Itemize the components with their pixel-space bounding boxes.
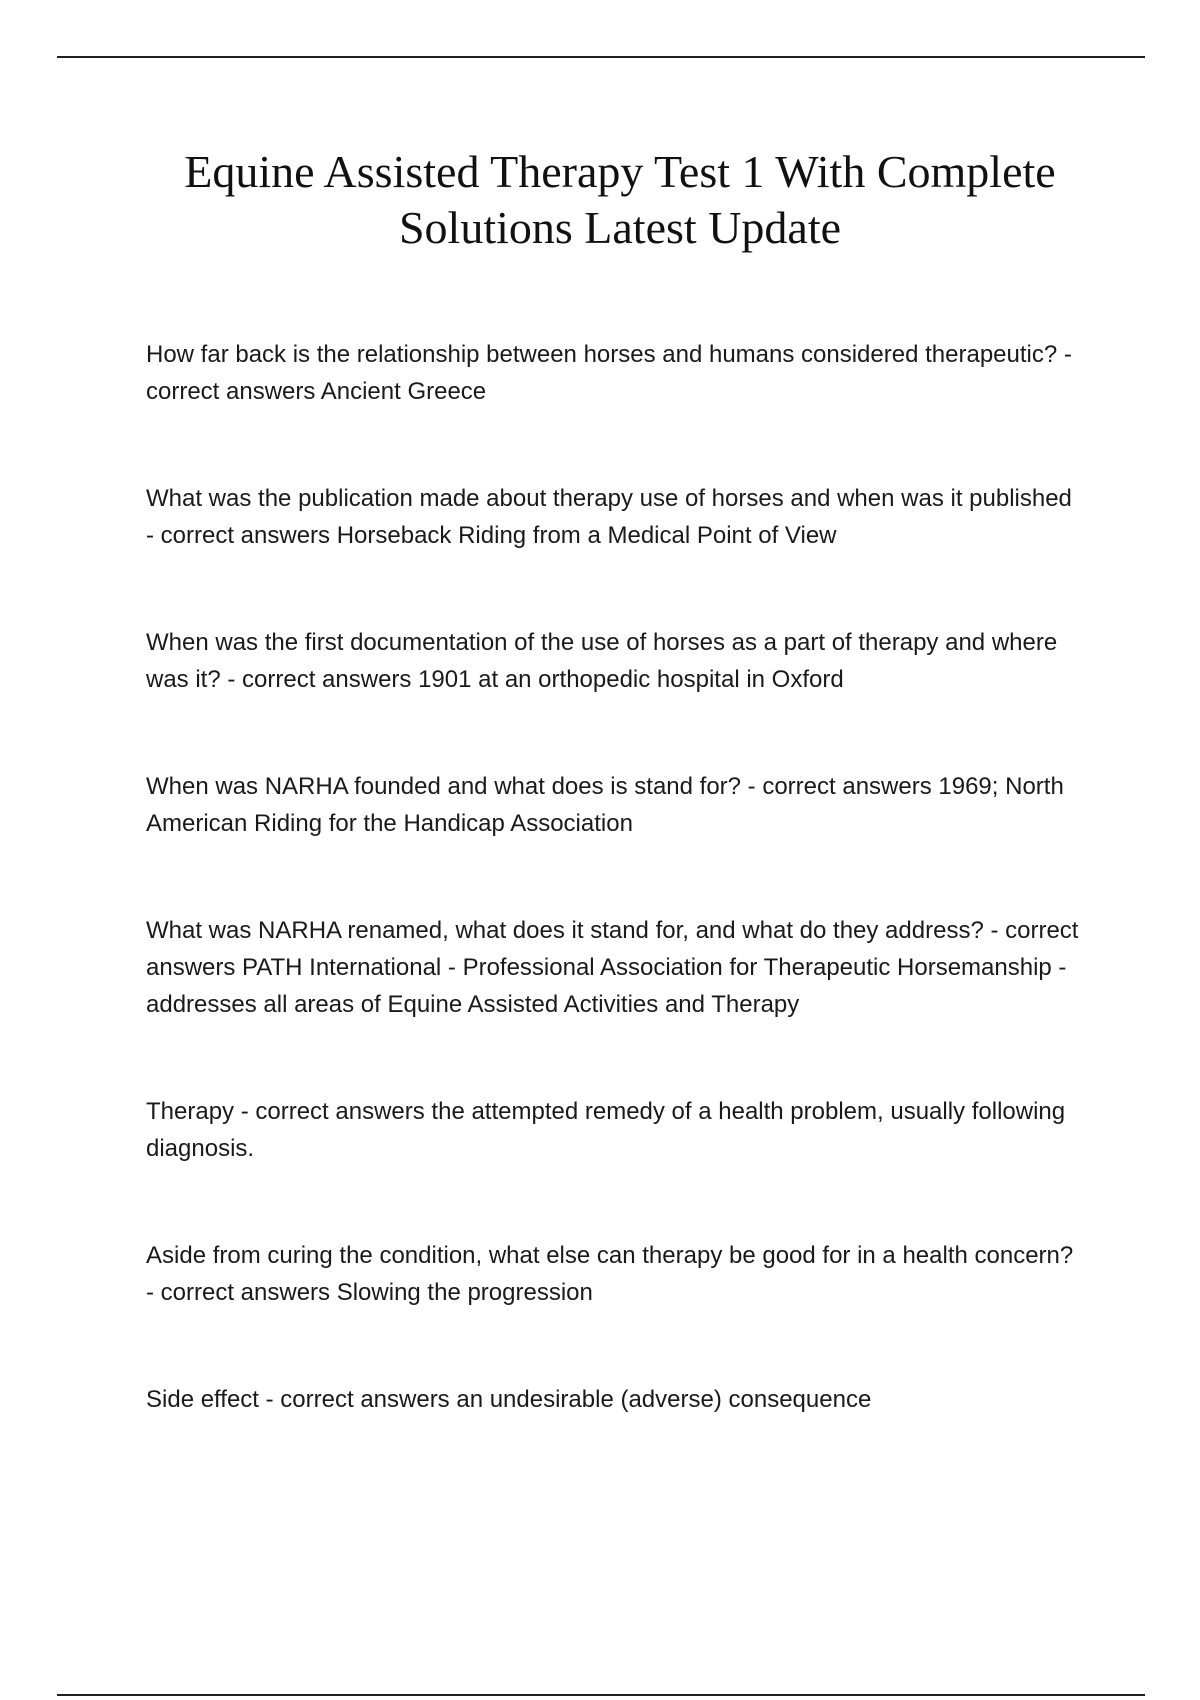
qa-item: Therapy - correct answers the attempted remedy of a health problem, usually following diagnosis.	[146, 1098, 1066, 1162]
document-title	[100, 144, 1140, 256]
title-line-2: Solutions Latest Update	[398, 202, 842, 253]
question-answer-list	[146, 336, 1086, 1488]
qa-item: Side effect - correct answers an undesirable (adverse) consequence	[146, 1386, 872, 1413]
qa-item: When was the first documentation of the use of horses as a part of therapy and where was it? - correct answers 1901 at an orthopedic hospital in Oxford	[146, 629, 1058, 693]
top-divider	[57, 56, 1145, 58]
qa-item: When was NARHA founded and what does is stand for? - correct answers 1969; North American Riding for the Handicap Association	[146, 773, 1064, 837]
qa-item: What was the publication made about therapy use of horses and when was it published - correct answers Horseback Riding from a Medical Point of View	[146, 485, 1072, 549]
qa-item: What was NARHA renamed, what does it stand for, and what do they address? - correct answers PATH International - Professional Association for Therapeutic Horsemanship - addresses all areas of Equine Assisted Activities and Therapy	[146, 917, 1079, 1018]
title-line-1: Equine Assisted Therapy Test 1 With Complete	[184, 146, 1056, 197]
bottom-divider	[57, 1694, 1145, 1696]
qa-item: Aside from curing the condition, what else can therapy be good for in a health concern? - correct answers Slowing the progression	[146, 1242, 1074, 1306]
qa-item: How far back is the relationship between horses and humans considered therapeutic? - correct answers Ancient Greece	[146, 341, 1072, 405]
